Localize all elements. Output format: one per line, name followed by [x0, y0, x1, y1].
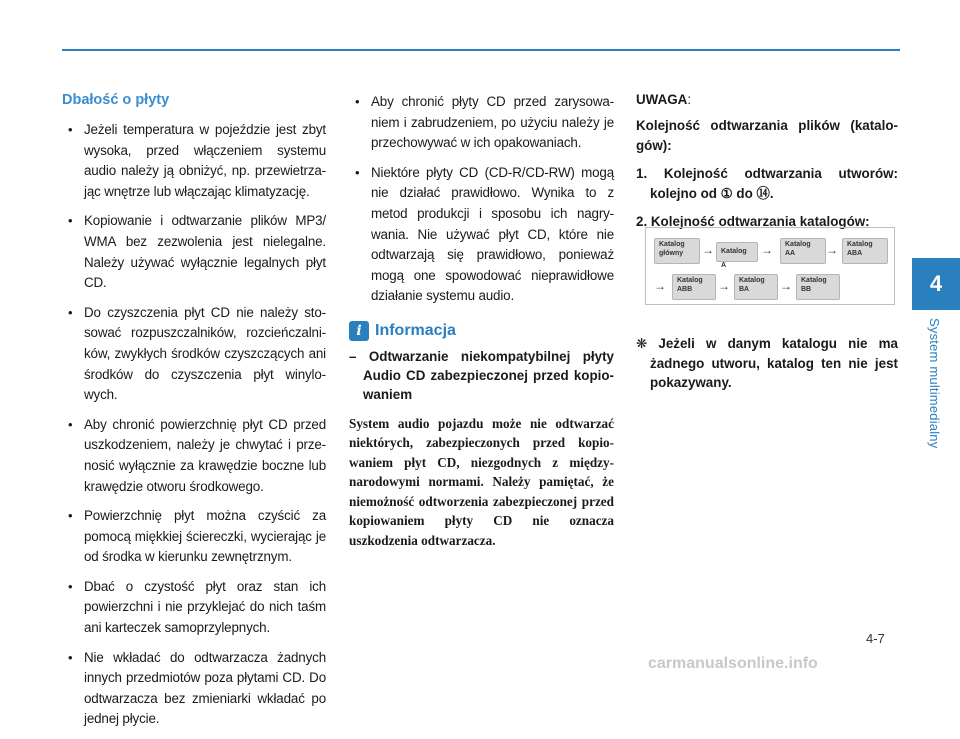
arrow-icon: →	[780, 279, 792, 293]
folder-main-box: Katalog główny	[654, 238, 700, 264]
folder-ba-box: Katalog BA	[734, 274, 778, 300]
list-item: • Kopiowanie i odtwarzanie plików MP3/ WMA bez zezwolenia jest nielegalne. Należy używać wyłącznie legalnych płyt CD.	[68, 213, 326, 291]
care-bullet-list	[62, 120, 326, 730]
folder-order-diagram	[645, 227, 895, 305]
arrow-icon: →	[654, 279, 666, 293]
page-number: 4-7	[866, 631, 885, 646]
note-label: UWAGA:	[636, 92, 692, 107]
arrow-icon: →	[702, 243, 714, 257]
list-item: • Aby chronić płyty CD przed zarysowa-niem i zabrudzeniem, po użyciu należy je przechowywać w ich opakowaniach.	[355, 94, 614, 151]
list-item: • Niektóre płyty CD (CD-R/CD-RW) mogą nie działać prawidłowo. Wynika to z metod produkcji i sposobu ich nagry-wania. Nie używać płyt CD, które nie odtwarzają się prawidłowo, ponieważ mogą one spowodować nieprawidłowe działanie systemu audio.	[355, 164, 614, 304]
list-item: • Nie wkładać do odtwarzacza żadnych innych przedmiotów poza płytami CD. Do odtwarzacza bez zmieniarki wkładać po jednej płycie.	[68, 649, 326, 727]
info-header	[349, 321, 614, 341]
right-column	[636, 92, 898, 241]
bullet-icon: •	[355, 94, 360, 109]
list-item: • Do czyszczenia płyt CD nie należy sto-sować rozpuszczalników, rozcieńczalni-ków, zwykłych środków czyszczących ani środków do czyszczenia płyt winylo-wych.	[68, 304, 326, 403]
arrow-icon: →	[761, 243, 773, 257]
folder-bb-box: Katalog BB	[796, 274, 840, 300]
arrow-icon: →	[718, 279, 730, 293]
info-title: Informacja	[375, 321, 456, 339]
list-item: • Dbać o czystość płyt oraz stan ich powierzchni i nie przyklejać do nich taśm ani karteczek samoprzylepnych.	[68, 578, 326, 636]
folder-a-box: Katalog A	[716, 242, 758, 262]
empty-folder-note: ❋ Jeżeli w danym katalogu nie ma żadnego utworu, katalog ten nie jest pokazywany.	[636, 336, 898, 390]
bullet-icon: •	[68, 649, 73, 665]
info-subheading: – Odtwarzanie niekompatybilnej płyty Audio CD zabezpieczonej przed kopio-waniem	[349, 348, 614, 402]
bullet-icon: •	[68, 416, 73, 432]
chapter-label: System multimedialny	[927, 318, 942, 449]
watermark: carmanualsonline.info	[648, 655, 818, 672]
care-bullet-list-continued	[349, 92, 614, 307]
bullet-icon: •	[68, 304, 73, 320]
folder-abb-box: Katalog ABB	[672, 274, 716, 300]
info-text: System audio pojazdu może nie odtwarzać niektórych, zabezpieczonych przed kopio-waniem płyt CD, niezgodnych z między-narodowymi normami. Należy pamiętać, że niemożność odtworzenia zabezpieczonej przed kopiowaniem płyty CD nie oznacza uszkodzenia odtwarzacza.	[349, 415, 614, 548]
bullet-icon: •	[68, 578, 73, 594]
list-item: • Jeżeli temperatura w pojeździe jest zbyt wysoka, przed włączeniem systemu audio należy ją obniżyć, np. przewietrza-jąc wnętrze lub włączając klimatyzację.	[68, 122, 326, 199]
list-item: • Aby chronić powierzchnię płyt CD przed uszkodzeniem, należy je chwytać i prze-nosić wyłącznie za krawędzie boczne lub krawędzie otworu środkowego.	[68, 416, 326, 494]
order-item-1: 1. Kolejność odtwarzania utworów: kolejno od ① do ⑭.	[636, 166, 898, 201]
chapter-tab: 4	[912, 258, 960, 310]
order-heading: Kolejność odtwarzania plików (katalo-gów):	[636, 118, 898, 153]
folder-aa-box: Katalog AA	[780, 238, 826, 264]
left-column	[62, 92, 326, 739]
list-item: • Powierzchnię płyt można czyścić za pomocą miękkiej ściereczki, wycierając je od środka w kierunku zewnętrznym.	[68, 508, 326, 565]
arrow-icon: →	[826, 243, 838, 257]
bullet-icon: •	[355, 164, 360, 180]
bullet-icon: •	[68, 122, 73, 137]
info-icon: i	[349, 321, 369, 341]
top-rule	[62, 49, 900, 51]
bullet-icon: •	[68, 508, 73, 524]
folder-aba-box: Katalog ABA	[842, 238, 888, 264]
bullet-icon: •	[68, 213, 73, 229]
middle-column	[349, 92, 614, 550]
order-item-2: 2. Kolejność odtwarzania katalogów:	[636, 214, 870, 229]
section-heading: Dbałość o płyty	[62, 92, 170, 108]
